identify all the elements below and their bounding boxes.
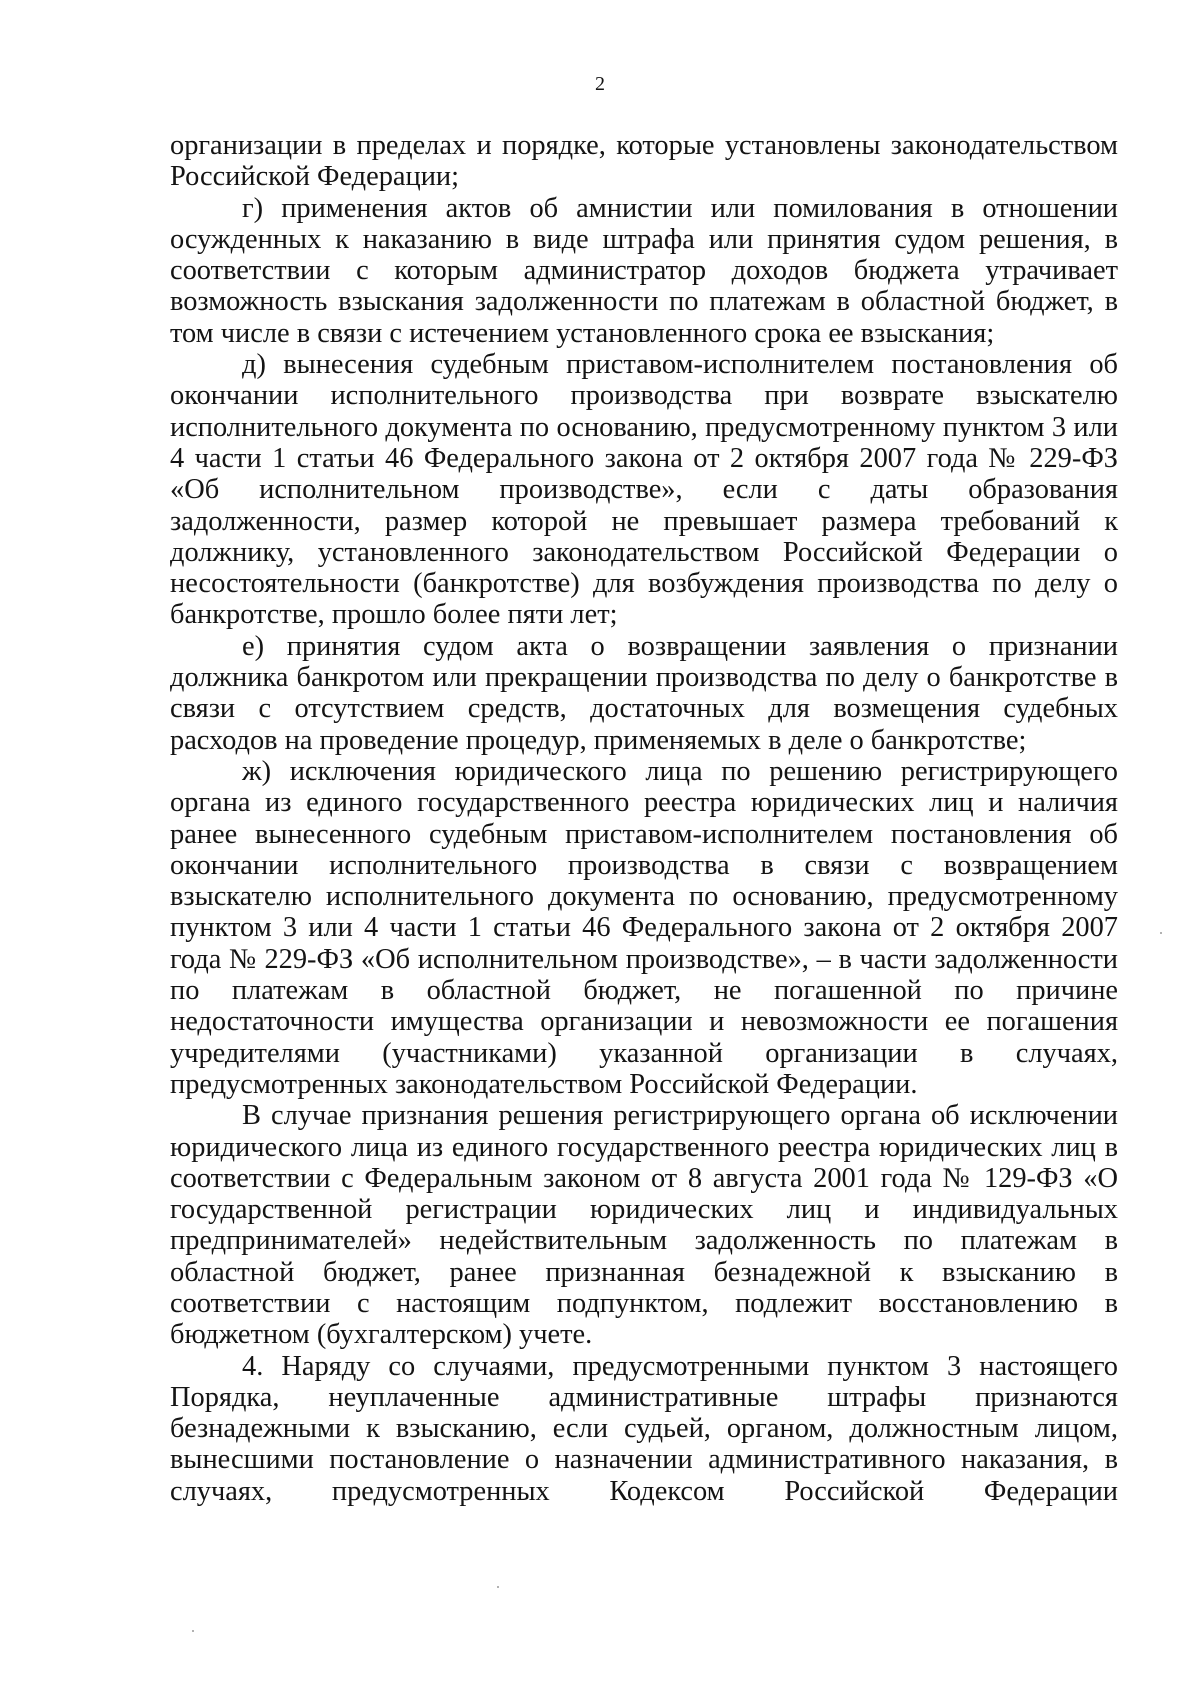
- paragraph-item-4: 4. Наряду со случаями, предусмотренными пунктом 3 настоящего Порядка, неуплаченные административные штрафы признаются безнадежными к взысканию, если судьей, органом, должностным лицом, вынесшими постановление о назначении административного наказания, в случаях, предусмотренных Кодексом Российской Федерации: [170, 1350, 1118, 1507]
- paragraph-item-d: д) вынесения судебным приставом-исполнителем постановления об окончании исполнительного производства при возврате взыскателю исполнительного документа по основанию, предусмотренному пунктом 3 или 4 части 1 статьи 46 Федерального закона от 2 октября 2007 года № 229-ФЗ «Об исполнительном производстве», если с даты образования задолженности, размер которой не превышает размера требований к должнику, установленного законодательством Российской Федерации о несостоятельности (банкротстве) для возбуждения производства по делу о банкротстве, прошло более пяти лет;: [170, 349, 1118, 631]
- page-number: 2: [595, 73, 605, 95]
- paragraph-continuation: организации в пределах и порядке, которые установлены законодательством Российской Федерации;: [170, 130, 1118, 193]
- document-body: [170, 130, 1118, 1507]
- paragraph-item-zh: ж) исключения юридического лица по решению регистрирующего органа из единого государственного реестра юридических лиц и наличия ранее вынесенного судебным приставом-исполнителем постановления об окончании исполнительного производства в связи с возвращением взыскателю исполнительного документа по основанию, предусмотренному пунктом 3 или 4 части 1 статьи 46 Федерального закона от 2 октября 2007 года № 229-ФЗ «Об исполнительном производстве», – в части задолженности по платежам в областной бюджет, не погашенной по причине недостаточности имущества организации и невозможности ее погашения учредителями (участниками) указанной организации в случаях, предусмотренных законодательством Российской Федерации.: [170, 755, 1118, 1100]
- paragraph-item-g: г) применения актов об амнистии или помилования в отношении осужденных к наказанию в виде штрафа или принятия судом решения, в соответствии с которым администратор доходов бюджета утрачивает возможность взыскания задолженности по платежам в областной бюджет, в том числе в связи с истечением установленного срока ее взыскания;: [170, 192, 1118, 349]
- scan-speck: [192, 1630, 194, 1632]
- scan-speck: [1160, 932, 1162, 934]
- scan-speck: [497, 1586, 499, 1588]
- paragraph-item-e: е) принятия судом акта о возвращении заявления о признании должника банкротом или прекращении производства по делу о банкротстве в связи с отсутствием средств, достаточных для возмещения судебных расходов на проведение процедур, применяемых в деле о банкротстве;: [170, 630, 1118, 756]
- paragraph-restoration-clause: В случае признания решения регистрирующего органа об исключении юридического лица из единого государственного реестра юридических лиц в соответствии с Федеральным законом от 8 августа 2001 года № 129-ФЗ «О государственной регистрации юридических лиц и индивидуальных предпринимателей» недействительным задолженность по платежам в областной бюджет, ранее признанная безнадежной к взысканию в соответствии с настоящим подпунктом, подлежит восстановлению в бюджетном (бухгалтерском) учете.: [170, 1100, 1118, 1351]
